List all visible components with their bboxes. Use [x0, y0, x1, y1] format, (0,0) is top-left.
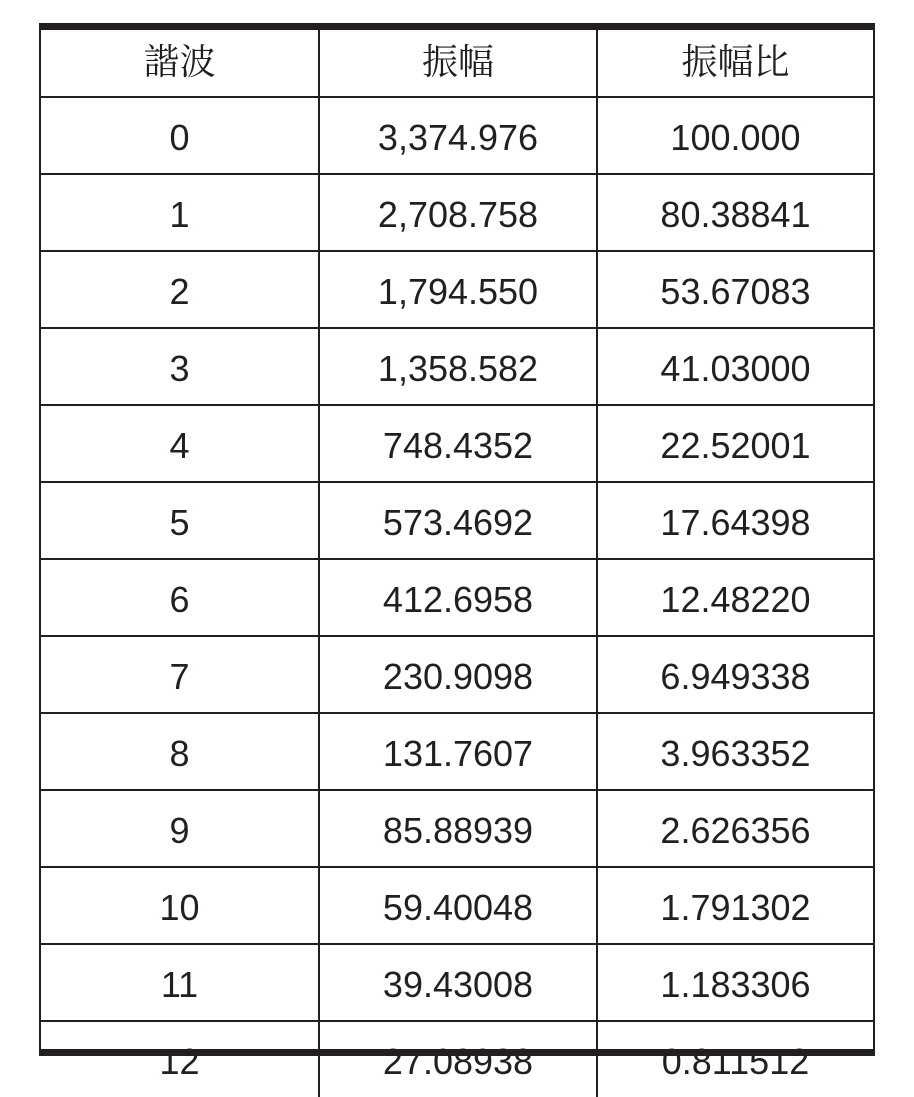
harmonics-table [41, 30, 873, 1097]
cell-amplitude-ratio: 0.811512 [597, 1021, 873, 1097]
cell-amplitude: 748.4352 [319, 405, 597, 482]
cell-harmonic: 0 [41, 97, 319, 174]
cell-amplitude-ratio: 22.52001 [597, 405, 873, 482]
cell-amplitude: 39.43008 [319, 944, 597, 1021]
table-row [41, 482, 873, 559]
header-harmonic: 諧波 [41, 30, 319, 97]
cell-amplitude-ratio: 41.03000 [597, 328, 873, 405]
cell-amplitude: 230.9098 [319, 636, 597, 713]
cell-amplitude: 1,358.582 [319, 328, 597, 405]
cell-amplitude-ratio: 100.000 [597, 97, 873, 174]
table-row [41, 251, 873, 328]
header-amplitude: 振幅 [319, 30, 597, 97]
table-row [41, 1021, 873, 1097]
cell-harmonic: 4 [41, 405, 319, 482]
harmonics-table-container [39, 23, 875, 1082]
cell-harmonic: 12 [41, 1021, 319, 1097]
cell-amplitude: 85.88939 [319, 790, 597, 867]
header-row [41, 30, 873, 97]
table-row [41, 97, 873, 174]
cell-harmonic: 10 [41, 867, 319, 944]
cell-amplitude: 2,708.758 [319, 174, 597, 251]
table-row [41, 944, 873, 1021]
table-row [41, 559, 873, 636]
cell-harmonic: 7 [41, 636, 319, 713]
cell-harmonic: 2 [41, 251, 319, 328]
cell-harmonic: 3 [41, 328, 319, 405]
cell-amplitude: 1,794.550 [319, 251, 597, 328]
cell-amplitude-ratio: 1.791302 [597, 867, 873, 944]
cell-amplitude-ratio: 12.48220 [597, 559, 873, 636]
cell-amplitude-ratio: 2.626356 [597, 790, 873, 867]
cell-harmonic: 11 [41, 944, 319, 1021]
cell-harmonic: 6 [41, 559, 319, 636]
cell-harmonic: 9 [41, 790, 319, 867]
cell-amplitude: 3,374.976 [319, 97, 597, 174]
cell-amplitude-ratio: 17.64398 [597, 482, 873, 559]
table-row [41, 790, 873, 867]
table-header [41, 30, 873, 97]
table-row [41, 328, 873, 405]
cell-harmonic: 8 [41, 713, 319, 790]
cell-amplitude: 131.7607 [319, 713, 597, 790]
cell-amplitude: 27.08938 [319, 1021, 597, 1097]
table-row [41, 636, 873, 713]
cell-amplitude-ratio: 53.67083 [597, 251, 873, 328]
table-row [41, 405, 873, 482]
cell-amplitude: 573.4692 [319, 482, 597, 559]
cell-amplitude-ratio: 3.963352 [597, 713, 873, 790]
table-row [41, 867, 873, 944]
cell-harmonic: 5 [41, 482, 319, 559]
table-body [41, 97, 873, 1097]
table-row [41, 713, 873, 790]
header-amplitude-ratio: 振幅比 [597, 30, 873, 97]
cell-amplitude: 59.40048 [319, 867, 597, 944]
cell-amplitude: 412.6958 [319, 559, 597, 636]
cell-amplitude-ratio: 1.183306 [597, 944, 873, 1021]
cell-harmonic: 1 [41, 174, 319, 251]
cell-amplitude-ratio: 6.949338 [597, 636, 873, 713]
table-row [41, 174, 873, 251]
cell-amplitude-ratio: 80.38841 [597, 174, 873, 251]
